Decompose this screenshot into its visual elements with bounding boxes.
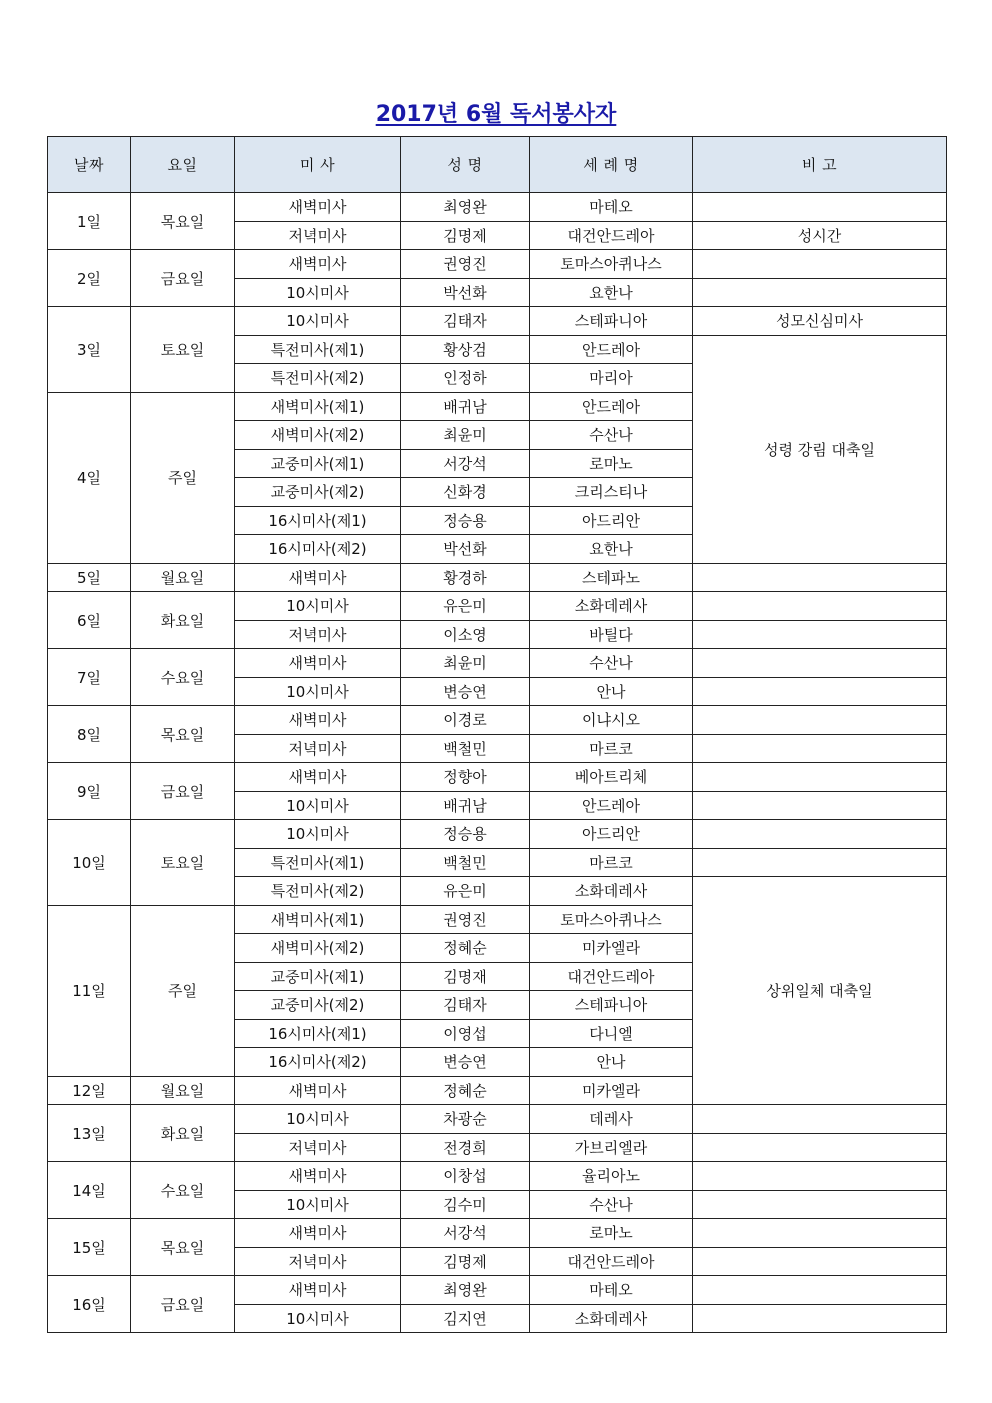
weekday-cell: 목요일 [131, 1219, 235, 1276]
name-cell: 이소영 [401, 620, 530, 649]
header-remarks: 비 고 [693, 137, 947, 193]
mass-cell: 특전미사(제1) [235, 848, 401, 877]
mass-cell: 저녁미사 [235, 221, 401, 250]
name-cell: 서강석 [401, 449, 530, 478]
baptismal-name-cell: 마르코 [530, 734, 693, 763]
baptismal-name-cell: 데레사 [530, 1105, 693, 1134]
name-cell: 정혜순 [401, 934, 530, 963]
mass-cell: 16시미사(제2) [235, 535, 401, 564]
baptismal-name-cell: 토마스아퀴나스 [530, 905, 693, 934]
baptismal-name-cell: 로마노 [530, 1219, 693, 1248]
mass-cell: 새벽미사(제1) [235, 392, 401, 421]
header-mass: 미 사 [235, 137, 401, 193]
name-cell: 차광순 [401, 1105, 530, 1134]
mass-cell: 10시미사 [235, 1105, 401, 1134]
table-row [48, 1276, 947, 1305]
date-cell: 9일 [48, 763, 131, 820]
remarks-cell [693, 734, 947, 763]
name-cell: 김태자 [401, 307, 530, 336]
mass-cell: 16시미사(제1) [235, 1019, 401, 1048]
mass-cell: 교중미사(제2) [235, 478, 401, 507]
header-weekday: 요일 [131, 137, 235, 193]
mass-cell: 10시미사 [235, 1304, 401, 1333]
name-cell: 김태자 [401, 991, 530, 1020]
name-cell: 정승용 [401, 506, 530, 535]
baptismal-name-cell: 다니엘 [530, 1019, 693, 1048]
baptismal-name-cell: 안드레아 [530, 335, 693, 364]
baptismal-name-cell: 소화데레사 [530, 1304, 693, 1333]
baptismal-name-cell: 수산나 [530, 421, 693, 450]
baptismal-name-cell: 마르코 [530, 848, 693, 877]
baptismal-name-cell: 율리아노 [530, 1162, 693, 1191]
remarks-cell [693, 791, 947, 820]
weekday-cell: 화요일 [131, 1105, 235, 1162]
baptismal-name-cell: 토마스아퀴나스 [530, 250, 693, 279]
table-row [48, 1162, 947, 1191]
weekday-cell: 금요일 [131, 1276, 235, 1333]
mass-cell: 10시미사 [235, 307, 401, 336]
mass-cell: 새벽미사 [235, 563, 401, 592]
name-cell: 배귀남 [401, 791, 530, 820]
name-cell: 김명제 [401, 1247, 530, 1276]
mass-cell: 특전미사(제2) [235, 364, 401, 393]
table-row [48, 250, 947, 279]
mass-cell: 16시미사(제2) [235, 1048, 401, 1077]
mass-cell: 교중미사(제2) [235, 991, 401, 1020]
baptismal-name-cell: 미카엘라 [530, 1076, 693, 1105]
baptismal-name-cell: 크리스티나 [530, 478, 693, 507]
name-cell: 황상검 [401, 335, 530, 364]
weekday-cell: 월요일 [131, 563, 235, 592]
name-cell: 권영진 [401, 905, 530, 934]
baptismal-name-cell: 마테오 [530, 1276, 693, 1305]
weekday-cell: 토요일 [131, 820, 235, 906]
name-cell: 김지연 [401, 1304, 530, 1333]
date-cell: 7일 [48, 649, 131, 706]
name-cell: 신화경 [401, 478, 530, 507]
weekday-cell: 화요일 [131, 592, 235, 649]
mass-cell: 새벽미사 [235, 1076, 401, 1105]
header-baptismal-name: 세 례 명 [530, 137, 693, 193]
baptismal-name-cell: 바틸다 [530, 620, 693, 649]
date-cell: 16일 [48, 1276, 131, 1333]
date-cell: 6일 [48, 592, 131, 649]
mass-cell: 특전미사(제1) [235, 335, 401, 364]
name-cell: 김수미 [401, 1190, 530, 1219]
remarks-cell [693, 278, 947, 307]
table-row [48, 649, 947, 678]
table-row [48, 706, 947, 735]
mass-cell: 10시미사 [235, 592, 401, 621]
weekday-cell: 목요일 [131, 706, 235, 763]
remarks-cell [693, 1304, 947, 1333]
date-cell: 4일 [48, 392, 131, 563]
date-cell: 12일 [48, 1076, 131, 1105]
weekday-cell: 금요일 [131, 763, 235, 820]
name-cell: 황경하 [401, 563, 530, 592]
baptismal-name-cell: 로마노 [530, 449, 693, 478]
name-cell: 이영섭 [401, 1019, 530, 1048]
mass-cell: 새벽미사 [235, 763, 401, 792]
name-cell: 최영완 [401, 1276, 530, 1305]
name-cell: 백철민 [401, 734, 530, 763]
remarks-cell [693, 649, 947, 678]
baptismal-name-cell: 대건안드레아 [530, 962, 693, 991]
table-row [48, 763, 947, 792]
baptismal-name-cell: 안드레아 [530, 791, 693, 820]
mass-cell: 새벽미사(제2) [235, 934, 401, 963]
date-cell: 3일 [48, 307, 131, 393]
date-cell: 2일 [48, 250, 131, 307]
table-row [48, 563, 947, 592]
mass-cell: 새벽미사 [235, 1276, 401, 1305]
table-row [48, 820, 947, 849]
mass-cell: 저녁미사 [235, 620, 401, 649]
remarks-cell [693, 1190, 947, 1219]
remarks-cell [693, 820, 947, 849]
mass-cell: 저녁미사 [235, 734, 401, 763]
name-cell: 유은미 [401, 877, 530, 906]
remarks-cell [693, 1276, 947, 1305]
mass-cell: 특전미사(제2) [235, 877, 401, 906]
remarks-cell [693, 592, 947, 621]
baptismal-name-cell: 가브리엘라 [530, 1133, 693, 1162]
mass-cell: 새벽미사 [235, 649, 401, 678]
baptismal-name-cell: 아드리안 [530, 506, 693, 535]
mass-cell: 10시미사 [235, 1190, 401, 1219]
header-date: 날짜 [48, 137, 131, 193]
remarks-cell [693, 620, 947, 649]
baptismal-name-cell: 이냐시오 [530, 706, 693, 735]
name-cell: 최윤미 [401, 649, 530, 678]
name-cell: 박선화 [401, 278, 530, 307]
baptismal-name-cell: 스테파노 [530, 563, 693, 592]
name-cell: 배귀남 [401, 392, 530, 421]
weekday-cell: 주일 [131, 905, 235, 1076]
table-row [48, 307, 947, 336]
weekday-cell: 금요일 [131, 250, 235, 307]
name-cell: 박선화 [401, 535, 530, 564]
mass-cell: 10시미사 [235, 677, 401, 706]
baptismal-name-cell: 대건안드레아 [530, 1247, 693, 1276]
remarks-cell [693, 1105, 947, 1134]
date-cell: 10일 [48, 820, 131, 906]
name-cell: 정혜순 [401, 1076, 530, 1105]
name-cell: 최영완 [401, 193, 530, 222]
weekday-cell: 목요일 [131, 193, 235, 250]
weekday-cell: 월요일 [131, 1076, 235, 1105]
baptismal-name-cell: 안나 [530, 677, 693, 706]
weekday-cell: 수요일 [131, 1162, 235, 1219]
remarks-cell [693, 1219, 947, 1248]
name-cell: 변승연 [401, 677, 530, 706]
remarks-cell: 상위일체 대축일 [693, 877, 947, 1105]
baptismal-name-cell: 아드리안 [530, 820, 693, 849]
table-row [48, 193, 947, 222]
baptismal-name-cell: 마테오 [530, 193, 693, 222]
mass-cell: 교중미사(제1) [235, 962, 401, 991]
name-cell: 전경희 [401, 1133, 530, 1162]
name-cell: 이창섭 [401, 1162, 530, 1191]
name-cell: 유은미 [401, 592, 530, 621]
baptismal-name-cell: 요한나 [530, 535, 693, 564]
remarks-cell: 성모신심미사 [693, 307, 947, 336]
header-row [48, 137, 947, 193]
reader-schedule-table [47, 136, 947, 1333]
date-cell: 14일 [48, 1162, 131, 1219]
mass-cell: 10시미사 [235, 820, 401, 849]
remarks-cell [693, 250, 947, 279]
date-cell: 1일 [48, 193, 131, 250]
mass-cell: 새벽미사 [235, 1219, 401, 1248]
weekday-cell: 수요일 [131, 649, 235, 706]
weekday-cell: 주일 [131, 392, 235, 563]
mass-cell: 교중미사(제1) [235, 449, 401, 478]
baptismal-name-cell: 소화데레사 [530, 877, 693, 906]
remarks-cell [693, 1162, 947, 1191]
date-cell: 8일 [48, 706, 131, 763]
mass-cell: 새벽미사 [235, 706, 401, 735]
mass-cell: 새벽미사 [235, 250, 401, 279]
date-cell: 5일 [48, 563, 131, 592]
baptismal-name-cell: 수산나 [530, 649, 693, 678]
baptismal-name-cell: 요한나 [530, 278, 693, 307]
mass-cell: 새벽미사(제1) [235, 905, 401, 934]
mass-cell: 16시미사(제1) [235, 506, 401, 535]
date-cell: 11일 [48, 905, 131, 1076]
name-cell: 서강석 [401, 1219, 530, 1248]
mass-cell: 10시미사 [235, 791, 401, 820]
mass-cell: 새벽미사 [235, 1162, 401, 1191]
baptismal-name-cell: 수산나 [530, 1190, 693, 1219]
mass-cell: 새벽미사 [235, 193, 401, 222]
remarks-cell [693, 763, 947, 792]
date-cell: 15일 [48, 1219, 131, 1276]
name-cell: 권영진 [401, 250, 530, 279]
baptismal-name-cell: 스테파니아 [530, 307, 693, 336]
baptismal-name-cell: 소화데레사 [530, 592, 693, 621]
weekday-cell: 토요일 [131, 307, 235, 393]
mass-cell: 10시미사 [235, 278, 401, 307]
table-row [48, 1219, 947, 1248]
table-row [48, 1105, 947, 1134]
name-cell: 변승연 [401, 1048, 530, 1077]
remarks-cell: 성령 강림 대축일 [693, 335, 947, 563]
name-cell: 정향아 [401, 763, 530, 792]
baptismal-name-cell: 스테파니아 [530, 991, 693, 1020]
name-cell: 이경로 [401, 706, 530, 735]
baptismal-name-cell: 베아트리체 [530, 763, 693, 792]
name-cell: 백철민 [401, 848, 530, 877]
remarks-cell [693, 193, 947, 222]
baptismal-name-cell: 안드레아 [530, 392, 693, 421]
mass-cell: 저녁미사 [235, 1133, 401, 1162]
name-cell: 김명재 [401, 962, 530, 991]
remarks-cell [693, 1133, 947, 1162]
mass-cell: 새벽미사(제2) [235, 421, 401, 450]
table-row [48, 592, 947, 621]
remarks-cell [693, 848, 947, 877]
baptismal-name-cell: 대건안드레아 [530, 221, 693, 250]
name-cell: 김명제 [401, 221, 530, 250]
remarks-cell [693, 677, 947, 706]
remarks-cell: 성시간 [693, 221, 947, 250]
baptismal-name-cell: 마리아 [530, 364, 693, 393]
name-cell: 인정하 [401, 364, 530, 393]
remarks-cell [693, 563, 947, 592]
mass-cell: 저녁미사 [235, 1247, 401, 1276]
baptismal-name-cell: 미카엘라 [530, 934, 693, 963]
remarks-cell [693, 706, 947, 735]
name-cell: 정승용 [401, 820, 530, 849]
date-cell: 13일 [48, 1105, 131, 1162]
remarks-cell [693, 1247, 947, 1276]
name-cell: 최윤미 [401, 421, 530, 450]
page-title: 2017년 6월 독서봉사자 [375, 102, 617, 127]
baptismal-name-cell: 안나 [530, 1048, 693, 1077]
header-name: 성 명 [401, 137, 530, 193]
